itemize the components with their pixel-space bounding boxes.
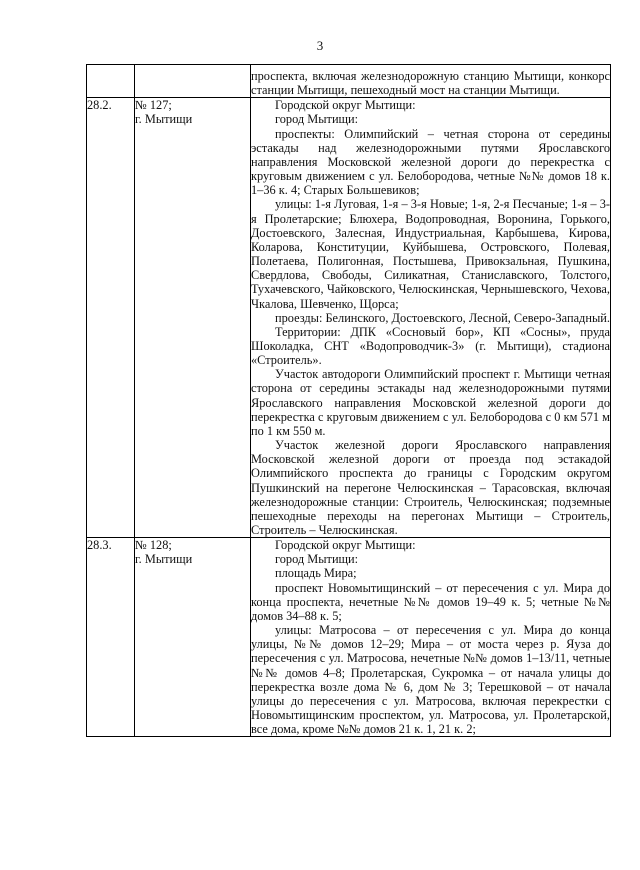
row-number: 28.2. bbox=[87, 98, 112, 113]
boundary-paragraph: проспекты: Олимпийский – четная сторона от середины эстакады над железнодорожными путями Ярославского направления Московской железной дороги до перекрестка с круговым движением с ул. Белобородова, четные №№ домов 18 к. 1–36 к. 4; Старых Большевиков; bbox=[251, 126, 610, 198]
row-number-cell bbox=[87, 538, 135, 737]
row-number-cell bbox=[87, 65, 135, 98]
districts-table bbox=[86, 64, 611, 737]
table-row bbox=[87, 65, 611, 98]
district-number: № 128; bbox=[135, 538, 172, 553]
boundary-paragraph: проспекта, включая железнодорожную станцию Мытищи, конкорс станции Мытищи, пешеходный мост на станции Мытищи. bbox=[251, 69, 610, 98]
district-number: № 127; bbox=[135, 98, 172, 113]
district-cell bbox=[135, 65, 251, 98]
row-number: 28.3. bbox=[87, 538, 112, 553]
district-cell bbox=[135, 98, 251, 538]
boundary-paragraph: Городской округ Мытищи: bbox=[275, 98, 416, 113]
boundary-paragraph: проспект Новомытищинский – от пересечения с ул. Мира до конца проспекта, нечетные №№ домов 19–49 к. 5; четные №№ домов 34–88 к. 5; bbox=[251, 580, 610, 623]
boundary-paragraph: Городской округ Мытищи: bbox=[275, 538, 416, 553]
boundary-paragraph: Территории: ДПК «Сосновый бор», КП «Сосны», пруда Шоколадка, СНТ «Водопроводчик-3» (г. Мытищи), стадиона «Строитель». bbox=[251, 324, 610, 368]
table-row bbox=[87, 98, 611, 538]
table-row bbox=[87, 538, 611, 737]
district-cell bbox=[135, 538, 251, 737]
district-city: г. Мытищи bbox=[135, 112, 193, 127]
boundary-paragraph: площадь Мира; bbox=[275, 566, 357, 581]
boundary-paragraph: город Мытищи: bbox=[275, 112, 359, 127]
boundary-paragraph: проезды: Белинского, Достоевского, Лесной, Северо-Западный. bbox=[275, 310, 610, 325]
boundary-description-cell bbox=[251, 538, 611, 737]
boundary-paragraph: город Мытищи: bbox=[275, 552, 359, 567]
boundary-description-cell bbox=[251, 98, 611, 538]
boundary-paragraph: Участок автодороги Олимпийский проспект г. Мытищи четная сторона от середины эстакады над железнодорожными путями Ярославского направления Московской железной дороги до перекрестка с круговым движением с ул. Белобородова с 0 км 571 м по 1 км 550 м. bbox=[251, 367, 610, 438]
district-city: г. Мытищи bbox=[135, 552, 193, 567]
page-number: 3 bbox=[316, 38, 324, 53]
boundary-paragraph: улицы: 1-я Луговая, 1-я – 3-я Новые; 1-я, 2-я Песчаные; 1-я – 3-я Пролетарские; Блюхера, Водопроводная, Воронина, Горького, Достоевского, Залесная, Индустриальная, Карбышева, Кирова, Коларова, Конституции, Куйбышева, Островского, Полевая, Полетаева, Полигонная, Постышева, Привокзальная, Пушкина, Свердлова, Свободы, Силикатная, Станиславского, Толстого, Тухачевского, Чайковского, Челюскинская, Чернышевского, Чехова, Чкалова, Шевченко, Щорса; bbox=[251, 197, 610, 311]
boundary-paragraph: улицы: Матросова – от пересечения с ул. Мира до конца улицы, №№ домов 12–29; Мира – от моста через р. Яуза до пересечения с ул. Матросова, нечетные №№ домов 1–13/11, четные №№ домов 4–8; Пролетарская, Сукромка – от начала улицы до перекрестка возле дома № 6, дом № 3; Терешковой – от начала улицы до пересечения с ул. Матросова, включая перекрестки с Новомытищинским проспектом, ул. Матросова, ул. Пролетарской, все дома, кроме №№ домов 21 к. 1, 21 к. 2; bbox=[251, 623, 610, 737]
row-number-cell bbox=[87, 98, 135, 538]
boundary-description-cell bbox=[251, 65, 611, 98]
boundary-paragraph: Участок железной дороги Ярославского направления Московской железной дороги от проезда под эстакадой Олимпийского проспекта до границы с Городским округом Пушкинский на перегоне Челюскинская – Тарасовская, включая железнодорожные станции: Строитель, Челюскинская; подземные пешеходные переходы на перегонах Мытищи – Строитель, Строитель – Челюскинская. bbox=[251, 438, 610, 537]
